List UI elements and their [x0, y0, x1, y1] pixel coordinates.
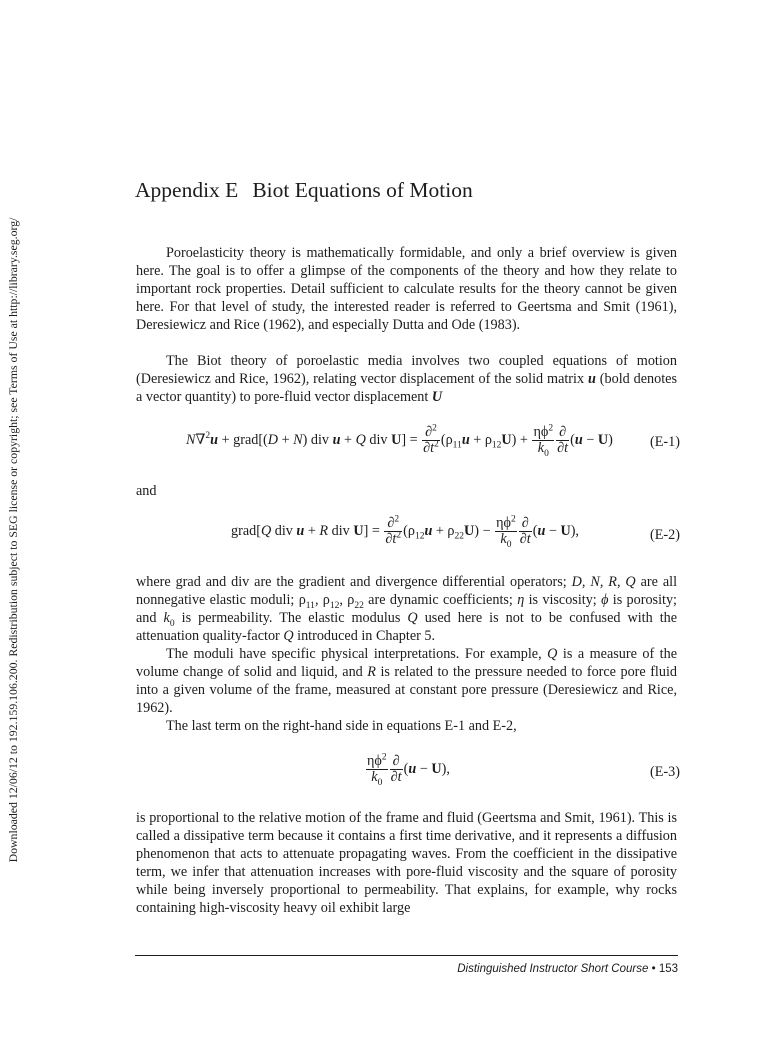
U-symbol: U — [431, 389, 443, 405]
footer-bullet: • — [651, 963, 656, 975]
equation-e2: grad[Q div u + R div U] = $\frac{\partial^2}{\partial t^2}$ $(\rho_{12}u + \rho_{22}U)$ − $\frac{\eta\phi^2}{k_0}$ $\frac{\partial}{\partial t}$ (u − U), — [231, 514, 579, 550]
biot-middle: (bold denotes a vector quantity) to pore-fluid vector displacement — [136, 371, 677, 405]
moduli-paragraph: The moduli have specific physical interpretations. For example, Q is a measure of the volume change of solid and liquid, and R is related to the pressure needed to force pore fluid into a given volume of the frame, measured at constant pore pressure (Deresiewicz and Rice, 1962). — [136, 646, 678, 716]
course-title: Distinguished Instructor Short Course — [457, 963, 649, 975]
equation-number-e3: (E-3) — [650, 764, 680, 780]
intro-paragraph: Poroelasticity theory is mathematically formidable, and only a brief overview is given here. The goal is to offer a glimpse of the components of the theory and how they relate to important rock properties. Detail sufficient to calculate results for the theory cannot be given here. For that level of study, the interested reader is referred to Geertsma and Smit (1961), Deresiewicz and Rice (1962), and especially Dutta and Ode (1983). — [136, 245, 677, 333]
footer-rule — [135, 955, 678, 956]
equation-number-e1: (E-1) — [650, 434, 680, 450]
appendix-title: Biot Equations of Motion — [252, 178, 473, 202]
and-word: and — [136, 483, 157, 499]
equation-number-e2: (E-2) — [650, 527, 680, 543]
u-symbol: u — [587, 371, 596, 387]
page-footer — [457, 962, 678, 976]
equation-e1: N∇$^2$u + grad[(D + N) div u + Q div U] = $\frac{\partial^2}{\partial t^2}$ $(\rho_{11}u + \rho_{12}U)$ + $\frac{\eta\phi^2}{k_0}$ $\frac{\partial}{\partial t}$ (u − U) — [186, 423, 613, 459]
download-notice: Downloaded 12/06/12 to 192.159.106.200. Redistribution subject to SEG license or copyright; see Terms of Use at http://library.seg.org/ — [6, 217, 20, 863]
biot-text: The Biot theory of poroelastic media involves two coupled equations of motion (Deresiewicz and Rice, 1962), relating vector displacement of the solid matrix — [136, 353, 677, 387]
appendix-label: Appendix E — [135, 178, 239, 202]
last-term-paragraph: The last term on the right-hand side in equations E-1 and E-2, — [166, 718, 517, 734]
where-paragraph: where grad and div are the gradient and divergence differential operators; D, N, R, Q are all nonnegative elastic moduli; $\rho_{11}$, $\rho_{12}$, $\rho_{22}$ are dynamic coefficients; η is viscosity; ϕ is porosity; and $k_0$ is permeability. The elastic modulus Q used here is not to be confused with the attenuation quality-factor Q introduced in Chapter 5. — [136, 574, 678, 644]
dissipative-paragraph: is proportional to the relative motion of the frame and fluid (Geertsma and Smit, 1961). This is called a dissipative term because it contains a first time derivative, and it represents a diffusion phenomenon that acts to attenuate propagating waves. From the coefficient in the dissipative term, we infer that attenuation increases with pore-fluid viscosity and the square of porosity while being inversely proportional to permeability. That explains, for example, why rocks containing high-viscosity heavy oil exhibit large — [136, 810, 677, 916]
chapter-heading — [135, 178, 473, 203]
biot-paragraph — [136, 352, 677, 406]
equation-e3: $\frac{\eta\phi^2}{k_0}$ $\frac{\partial}{\partial t}$ (u − U), — [367, 752, 450, 788]
page-number: 153 — [658, 963, 678, 975]
